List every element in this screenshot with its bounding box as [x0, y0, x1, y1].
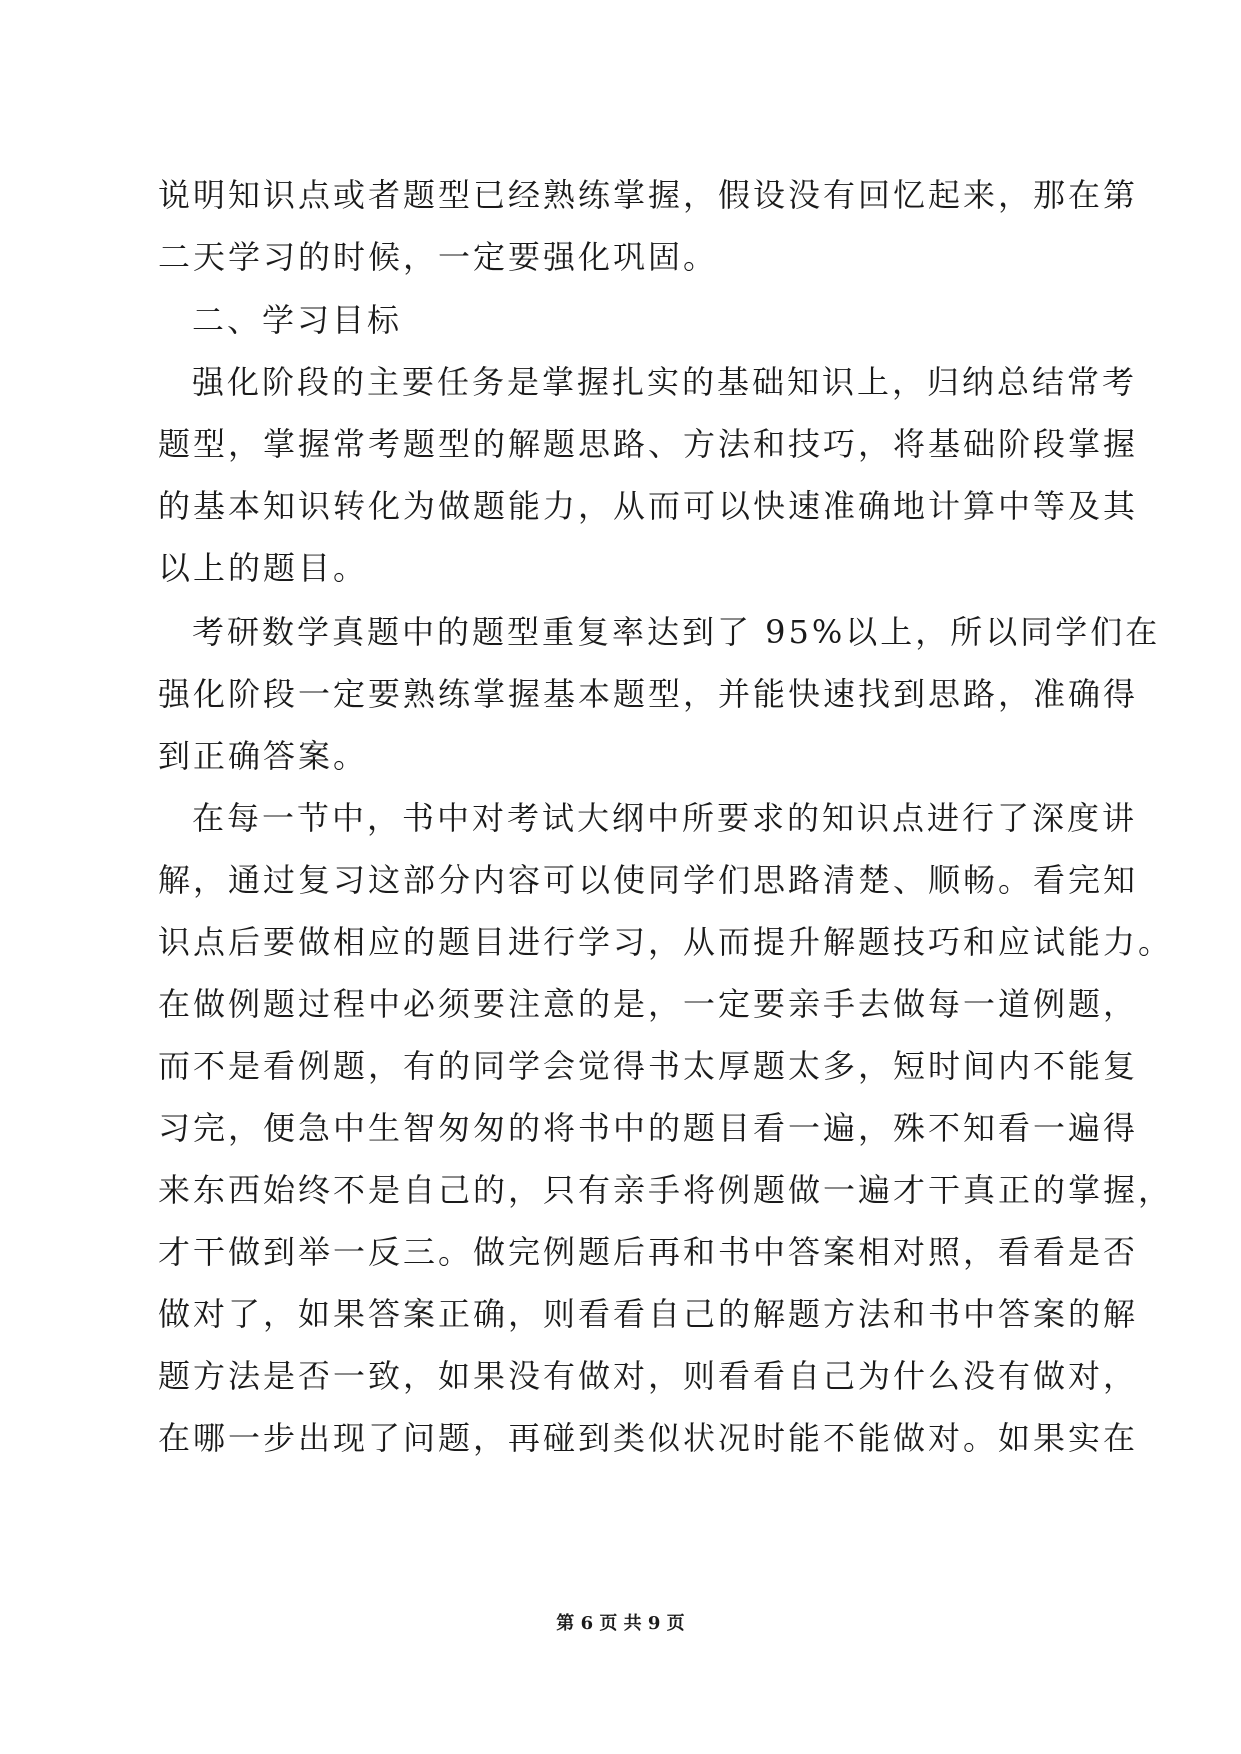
text-line-13: 识点后要做相应的题目进行学习，从而提升解题技巧和应试能力。	[158, 923, 1174, 961]
section-heading: 二、学习目标	[192, 301, 403, 339]
text-line-7: 以上的题目。	[158, 549, 369, 587]
text-line-21: 在哪一步出现了问题，再碰到类似状况时能不能做对。如果实在	[158, 1419, 1139, 1457]
text-line-5: 题型，掌握常考题型的解题思路、方法和技巧，将基础阶段掌握	[158, 425, 1139, 463]
text-line-17: 来东西始终不是自己的，只有亲手将例题做一遍才干真正的掌握，	[158, 1171, 1174, 1209]
text-line-14: 在做例题过程中必须要注意的是，一定要亲手去做每一道例题，	[158, 985, 1139, 1023]
text-line-18: 才干做到举一反三。做完例题后再和书中答案相对照，看看是否	[158, 1233, 1139, 1271]
text-line-16: 习完，便急中生智匆匆的将书中的题目看一遍，殊不知看一遍得	[158, 1109, 1139, 1147]
page-number-footer: 第 6 页 共 9 页	[556, 1613, 685, 1634]
text-line-12: 解，通过复习这部分内容可以使同学们思路清楚、顺畅。看完知	[158, 861, 1139, 899]
text-line-2: 二天学习的时候，一定要强化巩固。	[158, 238, 719, 276]
text-line-8: 考研数学真题中的题型重复率达到了 95%以上，所以同学们在	[192, 613, 1161, 651]
text-line-20: 题方法是否一致，如果没有做对，则看看自己为什么没有做对，	[158, 1357, 1139, 1395]
text-line-4: 强化阶段的主要任务是掌握扎实的基础知识上，归纳总结常考	[192, 363, 1138, 401]
text-line-15: 而不是看例题，有的同学会觉得书太厚题太多，短时间内不能复	[158, 1047, 1139, 1085]
text-line-9: 强化阶段一定要熟练掌握基本题型，并能快速找到思路，准确得	[158, 675, 1139, 713]
text-line-10: 到正确答案。	[158, 737, 369, 775]
text-line-11: 在每一节中，书中对考试大纲中所要求的知识点进行了深度讲	[192, 799, 1138, 837]
text-line-1: 说明知识点或者题型已经熟练掌握，假设没有回忆起来，那在第	[158, 176, 1139, 214]
text-line-19: 做对了，如果答案正确，则看看自己的解题方法和书中答案的解	[158, 1295, 1139, 1333]
text-line-6: 的基本知识转化为做题能力，从而可以快速准确地计算中等及其	[158, 487, 1139, 525]
